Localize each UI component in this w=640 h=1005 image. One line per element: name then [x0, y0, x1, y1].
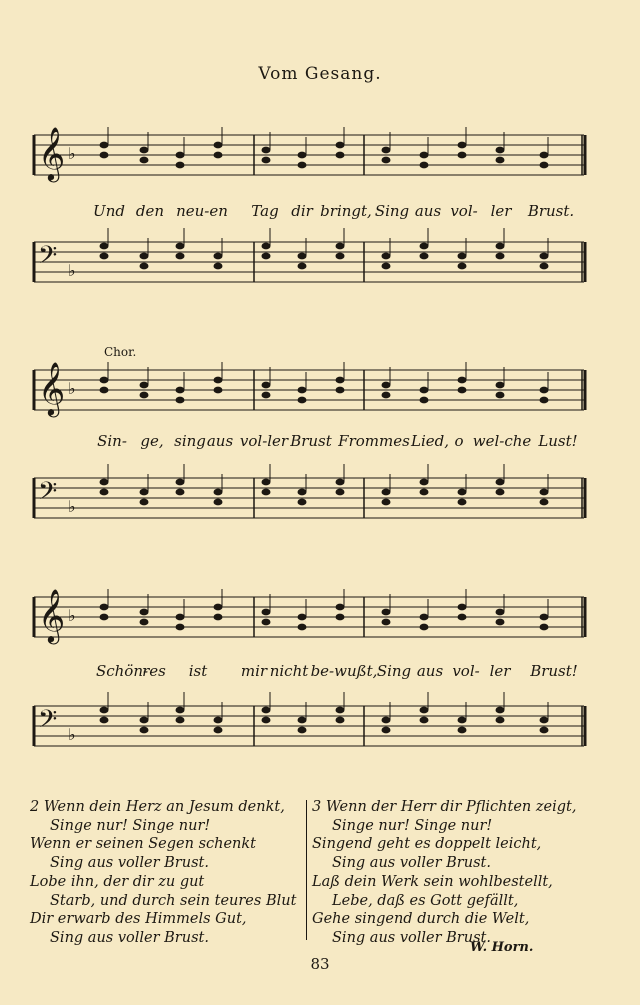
note-head [336, 707, 345, 714]
note-head [336, 387, 345, 394]
note-head [214, 152, 223, 159]
flat-icon: ♭ [68, 261, 76, 280]
lyric-syllable: aus [416, 662, 444, 680]
note-head [336, 243, 345, 250]
note-head [540, 727, 549, 734]
note-head [140, 717, 149, 724]
note-head [262, 609, 271, 616]
note-head [458, 387, 467, 394]
note-head [176, 152, 185, 159]
treble-staff [34, 588, 586, 642]
note-head [214, 263, 223, 270]
note-head [458, 152, 467, 159]
note-head [382, 263, 391, 270]
bass-clef-icon: 𝄢 [38, 241, 58, 276]
note-head [496, 609, 505, 616]
note-head [100, 142, 109, 149]
note-head [336, 377, 345, 384]
flat-icon: ♭ [68, 144, 76, 163]
staff-lines [34, 361, 586, 415]
lyric-syllable: be-wußt, [310, 662, 378, 680]
note-head [100, 707, 109, 714]
note-head [298, 387, 307, 394]
note-head [298, 162, 307, 169]
note-head [262, 717, 271, 724]
note-head [420, 243, 429, 250]
bass-staff [34, 706, 586, 746]
note-head [382, 382, 391, 389]
note-head [496, 619, 505, 626]
note-head [140, 157, 149, 164]
staff-lines [34, 242, 586, 282]
verse-line: Sing aus voller Brust. [332, 929, 491, 946]
note-head [420, 479, 429, 486]
page-number: 83 [310, 955, 330, 973]
verse-line: Wenn er seinen Segen schenkt [30, 836, 256, 853]
lyric-syllable: Schön- [95, 662, 149, 680]
note-head [140, 489, 149, 496]
note-head [140, 382, 149, 389]
lyric-syllable: Frommes [338, 432, 410, 450]
note-head [540, 614, 549, 621]
note-head [140, 727, 149, 734]
note-head [420, 717, 429, 724]
note-head [176, 387, 185, 394]
note-head [540, 263, 549, 270]
note-head [458, 717, 467, 724]
note-head [214, 253, 223, 260]
note-head [420, 253, 429, 260]
lyric-syllable: Brust. [527, 202, 575, 220]
note-head [214, 489, 223, 496]
note-head [540, 387, 549, 394]
lyric-syllable: wel-che [472, 432, 532, 450]
lyric-syllable: Sing [376, 662, 412, 680]
verse-line: Sing aus voller Brust. [50, 855, 209, 872]
lyric-syllable: o [454, 432, 464, 450]
note-head [420, 387, 429, 394]
note-head [176, 624, 185, 631]
note-head [420, 489, 429, 496]
verse-line: Sing aus voller Brust. [332, 855, 491, 872]
note-head [336, 142, 345, 149]
lyric-syllable: aus [206, 432, 234, 450]
note-head [540, 253, 549, 260]
verse-line: Lobe ihn, der dir zu gut [30, 873, 205, 890]
lyric-syllable: mir [240, 662, 268, 680]
note-head [382, 717, 391, 724]
note-head [420, 614, 429, 621]
staff-lines [34, 126, 586, 180]
note-head [496, 717, 505, 724]
note-head [336, 152, 345, 159]
note-head [298, 717, 307, 724]
note-head [458, 377, 467, 384]
note-head [336, 479, 345, 486]
verse-line: Lebe, daß es Gott gefällt, [332, 892, 519, 909]
note-head [336, 717, 345, 724]
note-head [298, 624, 307, 631]
lyric-syllable: Tag [251, 202, 279, 220]
note-head [298, 152, 307, 159]
note-head [382, 392, 391, 399]
note-head [458, 253, 467, 260]
lyric-syllable: ist [188, 662, 208, 680]
lyric-syllable: den [135, 202, 165, 220]
note-head [496, 253, 505, 260]
note-head [336, 604, 345, 611]
note-head [140, 147, 149, 154]
note-head [140, 253, 149, 260]
note-head [214, 377, 223, 384]
note-head [382, 619, 391, 626]
note-head [540, 717, 549, 724]
note-head [382, 499, 391, 506]
verse-line: Singe nur! Singe nur! [50, 817, 211, 834]
staff-lines [34, 706, 586, 746]
note-head [540, 152, 549, 159]
note-head [176, 253, 185, 260]
note-head [100, 253, 109, 260]
note-head [214, 604, 223, 611]
note-head [496, 479, 505, 486]
lyric-syllable: vol- [450, 202, 478, 220]
note-head [262, 157, 271, 164]
note-head [100, 152, 109, 159]
note-head [336, 614, 345, 621]
staff-lines [34, 478, 586, 518]
note-head [298, 499, 307, 506]
verse-line: 2 Wenn dein Herz an Jesum denkt, [30, 799, 285, 815]
lyric-syllable: sing [174, 432, 206, 450]
note-head [140, 263, 149, 270]
lyric-syllable: Sin- [97, 432, 127, 450]
note-head [496, 157, 505, 164]
author-credit: W. Horn. [470, 940, 534, 955]
note-head [214, 717, 223, 724]
note-head [496, 392, 505, 399]
note-head [298, 253, 307, 260]
treble-clef-icon: 𝄞 [38, 126, 66, 180]
note-head [458, 489, 467, 496]
lyric-syllable: ge, [140, 432, 164, 450]
note-head [540, 162, 549, 169]
verse-line: Singend geht es doppelt leicht, [312, 836, 542, 853]
note-head [262, 489, 271, 496]
note-head [214, 387, 223, 394]
bass-clef-icon: 𝄢 [38, 477, 58, 512]
note-head [100, 614, 109, 621]
lyric-syllable: Lust! [538, 432, 578, 450]
note-head [540, 624, 549, 631]
note-head [496, 243, 505, 250]
note-head [262, 619, 271, 626]
note-head [336, 253, 345, 260]
note-head [214, 614, 223, 621]
note-head [540, 489, 549, 496]
lyric-syllable: Lied, [410, 432, 450, 450]
bass-staff [34, 478, 586, 518]
note-head [496, 382, 505, 389]
note-head [140, 499, 149, 506]
note-head [298, 263, 307, 270]
note-head [298, 727, 307, 734]
note-head [262, 707, 271, 714]
note-head [458, 604, 467, 611]
verse-line: 3 Wenn der Herr dir Pflichten zeigt, [312, 799, 577, 815]
note-head [140, 619, 149, 626]
lyric-syllable: neu-en [176, 202, 228, 220]
note-head [100, 243, 109, 250]
verse-line: Starb, und durch sein teures Blut [50, 892, 297, 909]
note-head [458, 727, 467, 734]
note-head [262, 392, 271, 399]
verse-line: Sing aus voller Brust. [50, 929, 209, 946]
note-head [100, 489, 109, 496]
page-title: Vom Gesang. [258, 64, 382, 84]
verse-line: Laß dein Werk sein wohlbestellt, [312, 873, 553, 890]
lyric-syllable: dir [291, 202, 313, 220]
note-head [336, 489, 345, 496]
flat-icon: ♭ [68, 497, 76, 516]
note-head [100, 387, 109, 394]
lyric-syllable: res [142, 662, 166, 680]
note-head [382, 157, 391, 164]
lyric-syllable: ler [489, 662, 511, 680]
verse-divider [306, 800, 307, 940]
note-head [420, 397, 429, 404]
note-head [458, 142, 467, 149]
note-head [420, 152, 429, 159]
note-head [214, 727, 223, 734]
lyric-syllable: aus [414, 202, 442, 220]
note-head [176, 479, 185, 486]
note-head [176, 243, 185, 250]
treble-staff [34, 361, 586, 415]
verse-line: Singe nur! Singe nur! [332, 817, 493, 834]
note-head [176, 717, 185, 724]
lyric-syllable: Brust! [530, 662, 578, 680]
note-head [298, 397, 307, 404]
note-head [262, 243, 271, 250]
note-head [458, 263, 467, 270]
verse-2 [30, 798, 330, 948]
note-head [540, 397, 549, 404]
note-head [420, 162, 429, 169]
flat-icon: ♭ [68, 379, 76, 398]
lyric-syllable: vol-ler [239, 432, 289, 450]
note-head [100, 377, 109, 384]
note-head [214, 499, 223, 506]
note-head [100, 604, 109, 611]
note-head [458, 499, 467, 506]
note-head [176, 614, 185, 621]
lyric-syllable: vol- [452, 662, 480, 680]
note-head [382, 489, 391, 496]
note-head [140, 392, 149, 399]
note-head [496, 489, 505, 496]
note-head [298, 489, 307, 496]
note-head [140, 609, 149, 616]
verse-line: Gehe singend durch die Welt, [312, 911, 530, 928]
lyric-syllable: nicht [269, 662, 309, 680]
note-head [262, 479, 271, 486]
note-head [458, 614, 467, 621]
note-head [176, 162, 185, 169]
treble-clef-icon: 𝄞 [38, 588, 66, 642]
note-head [382, 253, 391, 260]
note-head [262, 147, 271, 154]
note-head [496, 147, 505, 154]
note-head [540, 499, 549, 506]
lyric-syllable: Sing [374, 202, 410, 220]
bass-staff [34, 242, 586, 282]
note-head [382, 609, 391, 616]
lyric-syllable: bringt, [320, 202, 372, 220]
flat-icon: ♭ [68, 606, 76, 625]
note-head [496, 707, 505, 714]
note-head [176, 707, 185, 714]
note-head [262, 253, 271, 260]
treble-staff [34, 126, 586, 180]
note-head [298, 614, 307, 621]
note-head [214, 142, 223, 149]
staff-lines [34, 588, 586, 642]
verse-line: Dir erwarb des Himmels Gut, [30, 911, 247, 928]
note-head [382, 727, 391, 734]
flat-icon: ♭ [68, 725, 76, 744]
note-head [176, 397, 185, 404]
note-head [100, 479, 109, 486]
note-head [382, 147, 391, 154]
chor-label: Chor. [104, 345, 137, 359]
note-head [420, 707, 429, 714]
note-head [100, 717, 109, 724]
note-head [176, 489, 185, 496]
lyric-syllable: Brust [290, 432, 332, 450]
bass-clef-icon: 𝄢 [38, 705, 58, 740]
lyric-syllable: Und [93, 202, 125, 220]
verse-3 [312, 798, 612, 948]
note-head [420, 624, 429, 631]
treble-clef-icon: 𝄞 [38, 361, 66, 415]
lyric-syllable: ler [490, 202, 512, 220]
note-head [262, 382, 271, 389]
